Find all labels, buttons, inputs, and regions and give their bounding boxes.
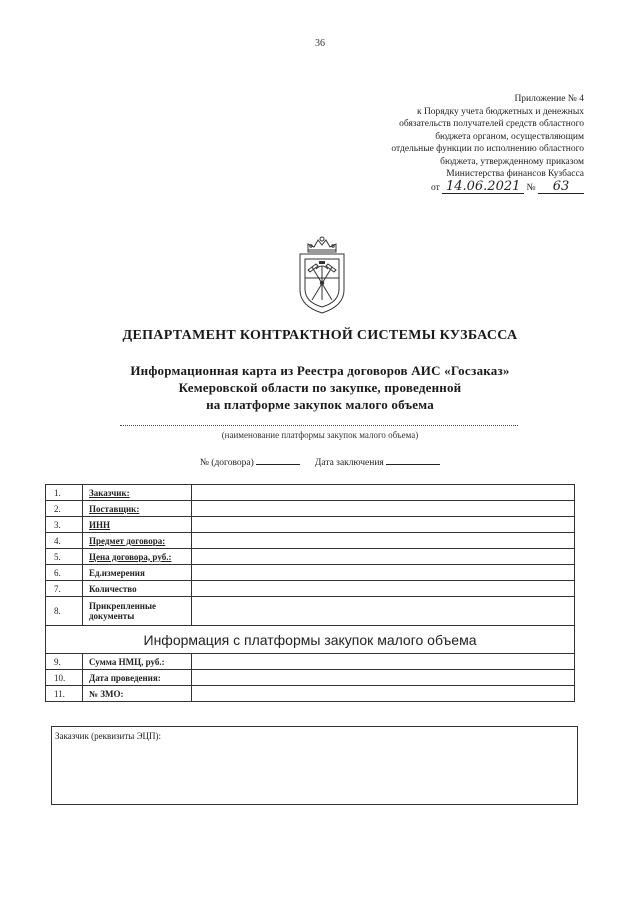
table-row (46, 533, 575, 549)
row-number: 5. (46, 549, 83, 565)
table-row (46, 485, 575, 501)
row-value (192, 686, 575, 702)
handwritten-number: 63 (538, 181, 584, 194)
appendix-line: Министерства финансов Кузбасса (446, 169, 584, 179)
page-number: 36 (315, 38, 325, 49)
row-label: Сумма НМЦ, руб.: (83, 654, 192, 670)
handwritten-date: 14.06.2021 (442, 181, 524, 194)
row-label: Количество (83, 581, 192, 597)
table-row (46, 517, 575, 533)
appendix-line: обязательств получателей средств областного (399, 119, 584, 129)
table-row (46, 670, 575, 686)
row-label: Заказчик: (83, 485, 192, 501)
title-line: Кемеровской области по закупке, проведенной (178, 380, 462, 395)
contract-number-blank (256, 464, 300, 465)
title-line: на платформе закупок малого объема (206, 397, 434, 412)
contract-number-label: № (договора) (199, 458, 254, 468)
platform-caption: (наименование платформы закупок малого объема) (221, 430, 419, 440)
row-number: 3. (46, 517, 83, 533)
title-line: Информационная карта из Реестра договоров АИС «Госзаказ» (130, 363, 510, 378)
row-value (192, 670, 575, 686)
information-card-table (45, 484, 575, 702)
table-row (46, 581, 575, 597)
appendix-line: к Порядку учета бюджетных и денежных (416, 106, 584, 117)
table-row (46, 654, 575, 670)
row-value (192, 654, 575, 670)
row-value (192, 501, 575, 517)
appendix-line: Приложение № 4 (514, 94, 584, 104)
row-number: 8. (46, 597, 83, 626)
contract-line (0, 458, 640, 468)
department-name: ДЕПАРТАМЕНТ КОНТРАКТНОЙ СИСТЕМЫ КУЗБАССА (122, 328, 518, 343)
table-row (46, 501, 575, 517)
document-title (0, 362, 640, 413)
section-heading: Информация с платформы закупок малого объема (46, 626, 575, 654)
appendix-header (284, 93, 584, 194)
row-value (192, 517, 575, 533)
row-value (192, 565, 575, 581)
contract-date-label: Дата заключения (314, 458, 384, 468)
row-number: 7. (46, 581, 83, 597)
table-row (46, 597, 575, 626)
row-value (192, 549, 575, 565)
order-reference (284, 178, 584, 195)
row-number: 6. (46, 565, 83, 581)
table-row (46, 565, 575, 581)
row-value (192, 597, 575, 626)
platform-name-blank (120, 425, 518, 426)
row-value (192, 485, 575, 501)
coat-of-arms-icon (294, 234, 350, 316)
row-label: Предмет договора: (83, 533, 192, 549)
table-row (46, 549, 575, 565)
signature-box-label: Заказчик (реквизиты ЭЦП): (55, 731, 162, 741)
appendix-line: бюджета, утвержденному приказом (440, 156, 584, 167)
row-number: 1. (46, 485, 83, 501)
appendix-line: бюджета органом, осуществляющим (435, 131, 584, 142)
appendix-line: отдельные функции по исполнению областного (391, 144, 584, 154)
section-row (46, 626, 575, 654)
row-number: 9. (46, 654, 83, 670)
row-number: 10. (46, 670, 83, 686)
row-label: Ед.измерения (83, 565, 192, 581)
row-value (192, 533, 575, 549)
row-label: Прикрепленные документы (83, 597, 192, 626)
row-number: 2. (46, 501, 83, 517)
number-label: № (526, 182, 536, 193)
customer-signature-box (51, 726, 578, 805)
table-row (46, 686, 575, 702)
row-value (192, 581, 575, 597)
row-label: Цена договора, руб.: (83, 549, 192, 565)
row-label: № ЗМО: (83, 686, 192, 702)
row-label: ИНН (83, 517, 192, 533)
row-label: Дата проведения: (83, 670, 192, 686)
contract-date-blank (386, 464, 440, 465)
row-label: Поставщик: (83, 501, 192, 517)
row-number: 11. (46, 686, 83, 702)
from-label: от (431, 182, 440, 193)
row-number: 4. (46, 533, 83, 549)
